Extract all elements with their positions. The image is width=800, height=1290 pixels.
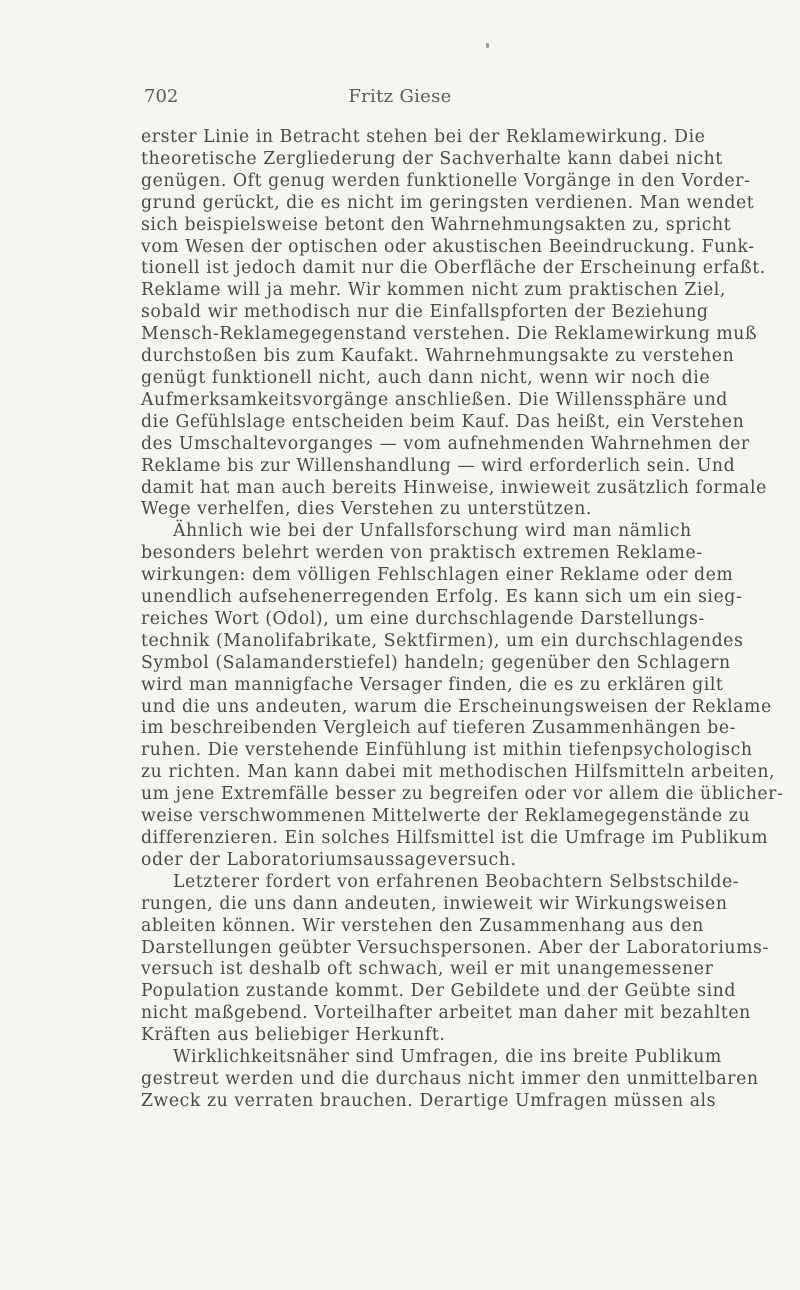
- text-line: Wirklichkeitsnäher sind Umfragen, die ins breite Publikum: [173, 1047, 722, 1068]
- text-line: tionell ist jedoch damit nur die Oberfläche der Erscheinung erfaßt.: [141, 258, 766, 279]
- text-line: nicht maßgebend. Vorteilhafter arbeitet man daher mit bezahlten: [141, 1003, 751, 1024]
- text-line: damit hat man auch bereits Hinweise, inwieweit zusätzlich formale: [141, 477, 767, 498]
- body-text: [141, 127, 784, 1113]
- text-line: wird man mannigfache Versager finden, die es zu erklären gilt: [141, 674, 724, 695]
- text-line: Population zustande kommt. Der Gebildete und der Geübte sind: [141, 981, 736, 1002]
- text-line: rungen, die uns dann andeuten, inwieweit wir Wirkungsweisen: [141, 893, 728, 914]
- text-line: vom Wesen der optischen oder akustischen Beeindruckung. Funk-: [141, 236, 755, 257]
- paper-speck: [486, 43, 489, 48]
- running-head: Fritz Giese: [348, 86, 452, 107]
- text-line: Zweck zu verraten brauchen. Derartige Umfragen müssen als: [141, 1090, 717, 1111]
- text-line: die Gefühlslage entscheiden beim Kauf. Das heißt, ein Verstehen: [141, 411, 745, 432]
- text-line: Wege verhelfen, dies Verstehen zu unterstützen.: [141, 499, 592, 520]
- text-line: genügt funktionell nicht, auch dann nicht, wenn wir noch die: [141, 367, 711, 388]
- text-line: reiches Wort (Odol), um eine durchschlagende Darstellungs-: [141, 608, 705, 629]
- text-line: um jene Extremfälle besser zu begreifen oder vor allem die üblicher-: [141, 784, 784, 805]
- page-number: 702: [144, 86, 179, 107]
- text-line: oder der Laboratoriumsaussageversuch.: [141, 849, 517, 870]
- text-line: Ähnlich wie bei der Unfallsforschung wird man nämlich: [173, 521, 692, 542]
- page-header: [144, 86, 656, 110]
- text-line: genügen. Oft genug werden funktionelle Vorgänge in den Vorder-: [141, 170, 751, 191]
- text-line: durchstoßen bis zum Kaufakt. Wahrnehmungsakte zu verstehen: [141, 346, 735, 367]
- text-line: technik (Manolifabrikate, Sektfirmen), um ein durchschlagendes: [141, 630, 744, 651]
- text-line: Letzterer fordert von erfahrenen Beobachtern Selbstschilde-: [173, 871, 740, 892]
- text-line: Reklame bis zur Willenshandlung — wird erforderlich sein. Und: [141, 455, 736, 476]
- text-line: grund gerückt, die es nicht im geringsten verdienen. Man wendet: [141, 192, 755, 213]
- text-line: Reklame will ja mehr. Wir kommen nicht zum praktischen Ziel,: [141, 280, 726, 301]
- paragraph: [141, 871, 769, 1047]
- paragraph: [141, 1047, 759, 1113]
- text-line: im beschreibenden Vergleich auf tieferen Zusammenhängen be-: [141, 718, 736, 739]
- text-line: wirkungen: dem völligen Fehlschlagen einer Reklame oder dem: [141, 565, 734, 586]
- text-line: unendlich aufsehenerregenden Erfolg. Es kann sich um ein sieg-: [141, 587, 743, 608]
- text-line: sobald wir methodisch nur die Einfallspforten der Beziehung: [141, 302, 709, 323]
- text-line: Darstellungen geübter Versuchspersonen. Aber der Laboratoriums-: [141, 937, 769, 958]
- text-line: zu richten. Man kann dabei mit methodischen Hilfsmitteln arbeiten,: [141, 762, 776, 783]
- text-line: Mensch-Reklamegegenstand verstehen. Die Reklamewirkung muß: [141, 324, 758, 345]
- text-line: versuch ist deshalb oft schwach, weil er mit unangemessener: [141, 959, 714, 980]
- paragraph: [141, 127, 767, 521]
- text-line: differenzieren. Ein solches Hilfsmittel ist die Umfrage im Publikum: [141, 828, 769, 848]
- text-line: Kräften aus beliebiger Herkunft.: [141, 1025, 446, 1046]
- text-line: Aufmerksamkeitsvorgänge anschließen. Die Willenssphäre und: [141, 389, 728, 410]
- text-line: besonders belehrt werden von praktisch extremen Reklame-: [141, 543, 703, 564]
- text-line: sich beispielsweise betont den Wahrnehmungsakten zu, spricht: [141, 214, 732, 235]
- text-line: ableiten können. Wir verstehen den Zusammenhang aus den: [141, 915, 704, 936]
- paragraph: [141, 521, 784, 872]
- text-line: des Umschaltevorganges — vom aufnehmenden Wahrnehmen der: [141, 433, 750, 454]
- text-line: erster Linie in Betracht stehen bei der Reklamewirkung. Die: [141, 127, 706, 147]
- text-line: theoretische Zergliederung der Sachverhalte kann dabei nicht: [141, 148, 723, 169]
- text-line: und die uns andeuten, warum die Erscheinungsweisen der Reklame: [141, 696, 772, 717]
- text-line: weise verschwommenen Mittelwerte der Reklamegegenstände zu: [141, 806, 751, 827]
- text-line: Symbol (Salamanderstiefel) handeln; gegenüber den Schlagern: [141, 652, 731, 673]
- text-line: gestreut werden und die durchaus nicht immer den unmittelbaren: [141, 1068, 759, 1089]
- text-line: ruhen. Die verstehende Einfühlung ist mithin tiefenpsychologisch: [141, 740, 753, 761]
